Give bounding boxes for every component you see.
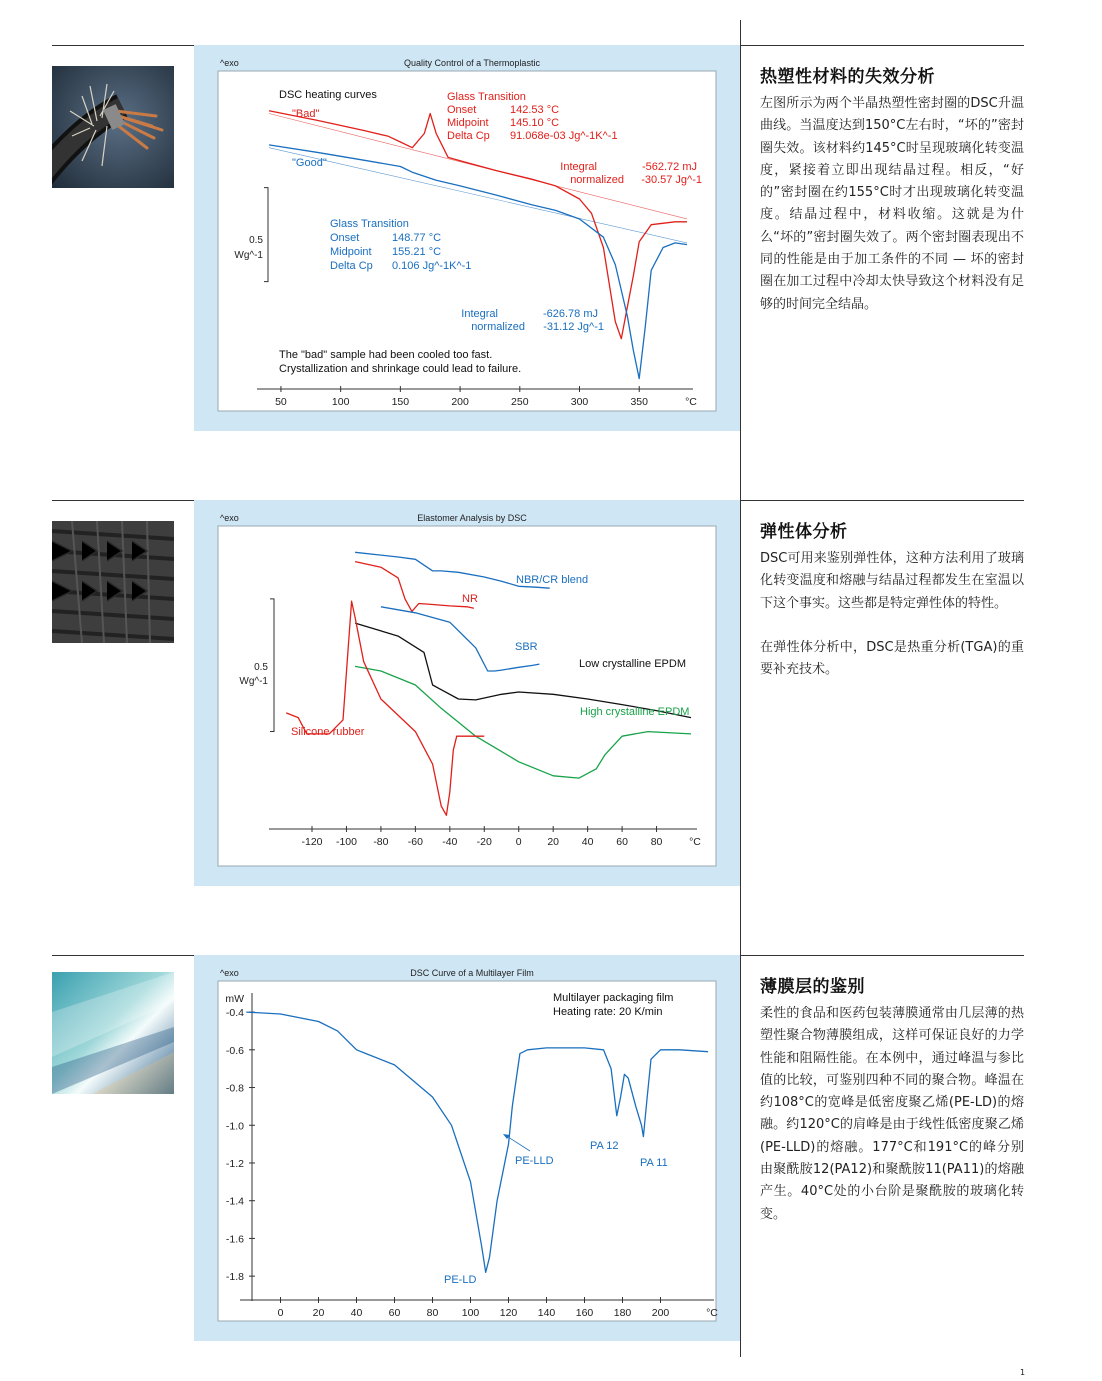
chart-panel-multilayer-film (194, 955, 740, 1341)
nr-label: NR (462, 593, 478, 605)
legend-line: Heating rate: 20 K/min (553, 1006, 663, 1018)
bad-integral-label: Integral (560, 161, 597, 173)
x-tick-label: 60 (616, 836, 628, 848)
plot-area (218, 526, 716, 866)
section-paragraph: DSC可用来鉴别弹性体，这种方法利用了玻璃化转变温度和熔融与结晶过程都发生在室温以下这个事实。这些都是特定弹性体的特性。 (760, 551, 1024, 611)
x-tick-label: 20 (547, 836, 560, 848)
x-tick-label: 0 (515, 836, 522, 848)
sbr-label: SBR (515, 641, 538, 653)
bad-glass-transition-heading: Glass Transition (447, 91, 526, 103)
x-tick-label: -120 (301, 836, 323, 848)
x-tick-label: 100 (331, 396, 350, 408)
x-axis-unit: °C (689, 836, 701, 848)
bad-onset-value: 142.53 °C (510, 104, 560, 116)
x-tick-label: 80 (650, 836, 663, 848)
y-tick-label: -0.6 (225, 1044, 244, 1057)
y-tick-label: -1.4 (225, 1195, 244, 1208)
bad-delta-cp-value: 91.068e-03 Jg^-1K^-1 (510, 130, 618, 142)
scale-bar-value: 0.5 (249, 235, 263, 246)
good-integral-label: Integral (461, 308, 498, 320)
good-midpoint-value: 155.21 °C (392, 246, 442, 258)
x-tick-label: 40 (581, 836, 594, 848)
x-tick-label: 80 (426, 1307, 439, 1319)
x-tick-label: 60 (388, 1307, 401, 1319)
x-tick-label: 20 (312, 1307, 325, 1319)
y-tick-label: -1.2 (225, 1157, 244, 1170)
pa12-label: PA 12 (590, 1140, 619, 1152)
tire-photo (52, 521, 174, 643)
page-number: 1 (1020, 1368, 1026, 1377)
good-midpoint-label: Midpoint (330, 246, 372, 258)
x-tick-label: 150 (391, 396, 410, 408)
section-heading: 弹性体分析 (760, 522, 848, 542)
section-heading: 热塑性材料的失效分析 (760, 67, 935, 87)
bad-series-label: "Bad" (292, 108, 320, 120)
section-text-multilayer-film (760, 972, 1024, 1248)
section-paragraph: 在弹性体分析中，DSC是热重分析(TGA)的重要补充技术。 (760, 639, 1024, 678)
plot-area (218, 981, 716, 1321)
x-tick-label: 100 (461, 1307, 480, 1319)
chart-note-line: Crystallization and shrinkage could lead to failure. (279, 363, 522, 375)
bad-normalized-label: normalized (570, 174, 624, 186)
chart-panel-elastomer (194, 500, 740, 886)
chart-title: Quality Control of a Thermoplastic (404, 58, 540, 68)
section-heading: 薄膜层的鉴别 (760, 977, 865, 997)
good-normalized-value: -31.12 Jg^-1 (543, 321, 604, 333)
bad-midpoint-value: 145.10 °C (510, 117, 560, 129)
section-paragraph: 左图所示为两个半晶热塑性密封圈的DSC升温曲线。当温度达到150°C左右时，“坏的”密封圈失效。该材料约145°C时呈现玻璃化转变温度，紧接着立即出现结晶过程。相反，“好的”密封圈在约155°C时才出现玻璃化转变温度。结晶过程中，材料收缩。这就是为什么“坏的”密封圈失效了。两个密封圈表现出不同的性能是由于加工条件的不同 — 坏的密封圈在加工过程中冷却太快导致这个材料没有足够的时间完全结晶。 (760, 96, 1024, 312)
x-tick-label: 160 (575, 1307, 594, 1319)
good-onset-value: 148.77 °C (392, 232, 442, 244)
y-tick-label: -1.8 (225, 1271, 244, 1284)
low-crystalline-epdm-label: Low crystalline EPDM (579, 658, 686, 670)
good-onset-label: Onset (330, 232, 360, 244)
pa11-label: PA 11 (640, 1157, 668, 1169)
nbr-cr-label: NBR/CR blend (516, 574, 589, 586)
y-tick-label: -1.6 (225, 1233, 244, 1246)
x-tick-label: 140 (537, 1307, 556, 1319)
column-divider (740, 955, 741, 1357)
scale-bar-unit: Wg^-1 (234, 250, 263, 261)
bad-midpoint-label: Midpoint (447, 117, 489, 129)
x-tick-label: -80 (373, 836, 389, 848)
bad-onset-label: Onset (447, 104, 477, 116)
x-axis-unit: °C (685, 396, 697, 408)
x-tick-label: -40 (442, 836, 458, 848)
exo-label: ^exo (220, 968, 239, 978)
exo-label: ^exo (220, 58, 239, 68)
y-axis-unit: mW (225, 993, 244, 1005)
cable-photo (52, 66, 174, 188)
x-tick-label: -100 (335, 836, 357, 848)
x-tick-label: 0 (277, 1307, 284, 1319)
column-divider (740, 20, 741, 500)
y-tick-label: -0.8 (225, 1082, 244, 1095)
section-paragraph: 柔性的食品和医药包装薄膜通常由几层薄的热塑性聚合物薄膜组成，这样可保证良好的力学性能和阻隔性能。在本例中，通过峰温与参比值的比较，可鉴别四种不同的聚合物。峰温在约108°C的宽峰是低密度聚乙烯(PE-LD)的熔融。约120°C的肩峰是由于线性低密度聚乙烯(PE-LLD)的熔融。177°C和191°C的峰分别由聚酰胺12(PA12)和聚酰胺11(PA11)的熔融产生。40°C处的小台阶是聚酰胺的玻璃化转变。 (760, 1006, 1024, 1222)
pe-lld-label: PE-LLD (515, 1155, 554, 1167)
x-tick-label: 180 (613, 1307, 632, 1319)
x-tick-label: 200 (651, 1307, 670, 1319)
bad-normalized-value: -30.57 Jg^-1 (641, 174, 702, 186)
chart-title: Elastomer Analysis by DSC (417, 513, 527, 523)
good-delta-cp-value: 0.106 Jg^-1K^-1 (392, 260, 472, 272)
x-axis-unit: °C (706, 1307, 718, 1319)
y-tick-label: -0.4 (225, 1007, 244, 1020)
section-text-thermoplastic (760, 62, 1024, 338)
pe-ld-label: PE-LD (444, 1274, 477, 1286)
bad-delta-cp-label: Delta Cp (447, 130, 490, 142)
good-integral-value: -626.78 mJ (542, 308, 598, 320)
chart-subtitle: DSC heating curves (279, 89, 377, 101)
scale-bar-unit: Wg^-1 (239, 676, 268, 687)
x-tick-label: 200 (451, 396, 469, 408)
x-tick-label: 300 (570, 396, 589, 408)
chart-note-line: The "bad" sample had been cooled too fast. (279, 349, 493, 361)
good-series-label: "Good" (292, 157, 327, 169)
good-delta-cp-label: Delta Cp (330, 260, 373, 272)
bad-integral-value: -562.72 mJ (641, 161, 697, 173)
section-text-elastomer (760, 517, 1024, 703)
x-tick-label: 40 (350, 1307, 363, 1319)
x-tick-label: -20 (476, 836, 492, 848)
column-divider (740, 500, 741, 955)
silicone-rubber-label: Silicone rubber (291, 726, 365, 738)
x-tick-label: -60 (407, 836, 423, 848)
good-normalized-label: normalized (471, 321, 525, 333)
legend-line: Multilayer packaging film (553, 992, 674, 1004)
good-glass-transition-heading: Glass Transition (330, 218, 409, 230)
chart-title: DSC Curve of a Multilayer Film (410, 968, 534, 978)
x-tick-label: 250 (511, 396, 529, 408)
y-tick-label: -1.0 (225, 1120, 244, 1133)
chart-panel-thermoplastic (194, 45, 740, 431)
high-crystalline-epdm-label: High crystalline EPDM (580, 706, 690, 718)
x-tick-label: 50 (275, 396, 287, 408)
exo-label: ^exo (220, 513, 239, 523)
scale-bar-value: 0.5 (254, 662, 268, 673)
film-photo (52, 972, 174, 1094)
x-tick-label: 350 (630, 396, 648, 408)
x-tick-label: 120 (499, 1307, 518, 1319)
